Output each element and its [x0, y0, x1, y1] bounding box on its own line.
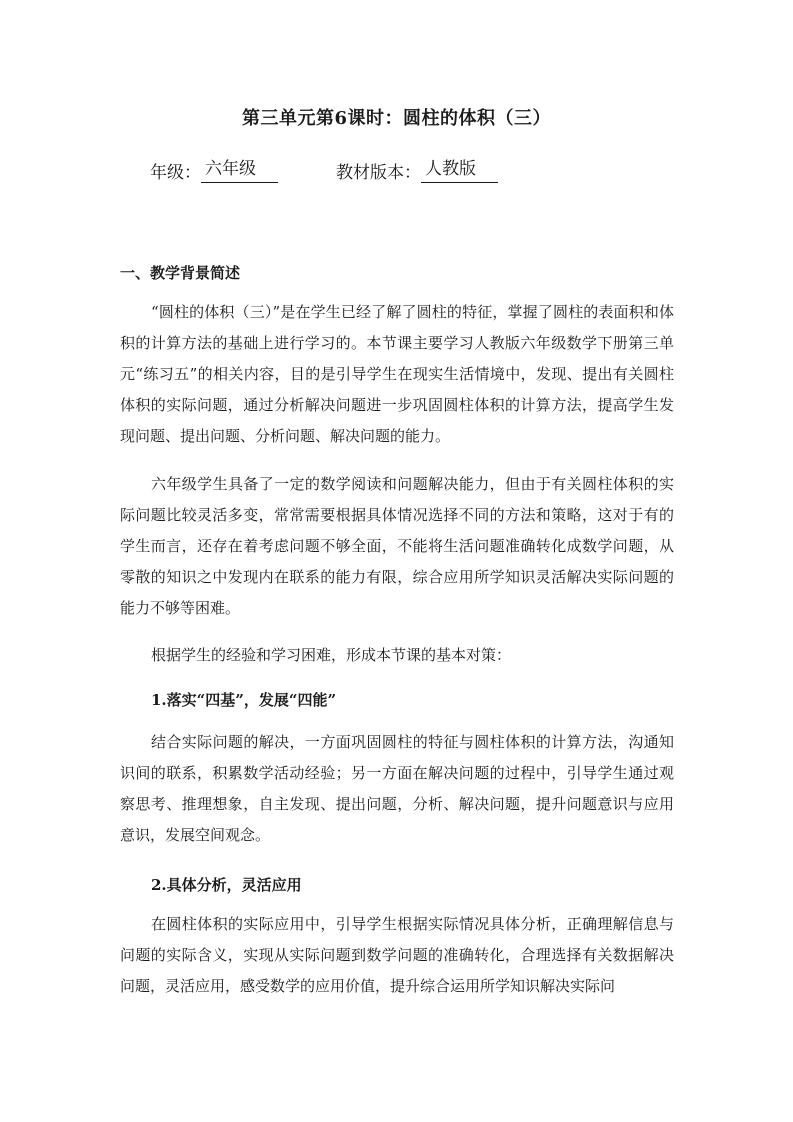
edition-value: 人教版 [421, 158, 498, 183]
paragraph: 六年级学生具备了一定的数学阅读和问题解决能力，但由于有关圆柱体积的实际问题比较灵活多变，常常需要根据具体情况选择不同的方法和策略，这对于有的学生而言，还存在着考虑问题不够全面，不能将生活问题准确转化成数学问题，从零散的知识之中发现内在联系的能力有限，综合应用所学知识灵活解决实际问题的能力不够等困难。 [120, 475, 674, 617]
document-meta [150, 158, 498, 183]
paragraph: 在圆柱体积的实际应用中，引导学生根据实际情况具体分析，正确理解信息与问题的实际含义，实现从实际问题到数学问题的准确转化，合理选择有关数据解决问题，灵活应用，感受数学的应用价值，提升综合运用所学知识解决实际问 [120, 915, 674, 995]
subsection-heading: 1.落实“四基”，发展“四能” [151, 691, 337, 709]
paragraph: 结合实际问题的解决，一方面巩固圆柱的特征与圆柱体积的计算方法，沟通知识间的联系，积累数学活动经验；另一方面在解决问题的过程中，引导学生通过观察思考、推理想象，自主发现、提出问题，分析、解决问题，提升问题意识与应用意识，发展空间观念。 [120, 733, 674, 844]
grade-label: 年级： [150, 163, 201, 183]
subsection-heading: 2.具体分析，灵活应用 [151, 876, 302, 894]
paragraph: 根据学生的经验和学习困难，形成本节课的基本对策： [151, 646, 512, 664]
edition-label: 教材版本： [336, 163, 421, 183]
section-heading: 一、教学背景简述 [120, 264, 241, 282]
document-title: 第三单元第6课时：圆柱的体积（三） [241, 108, 552, 129]
paragraph: “圆柱的体积（三）”是在学生已经了解了圆柱的特征，掌握了圆柱的表面积和体积的计算方法的基础上进行学习的。本节课主要学习人教版六年级数学下册第三单元“练习五”的相关内容，目的是引导学生在现实生活情境中，发现、提出有关圆柱体积的实际问题，通过分析解决问题进一步巩固圆柱体积的计算方法，提高学生发现问题、提出问题、分析问题、解决问题的能力。 [120, 303, 674, 445]
grade-value: 六年级 [201, 158, 278, 183]
